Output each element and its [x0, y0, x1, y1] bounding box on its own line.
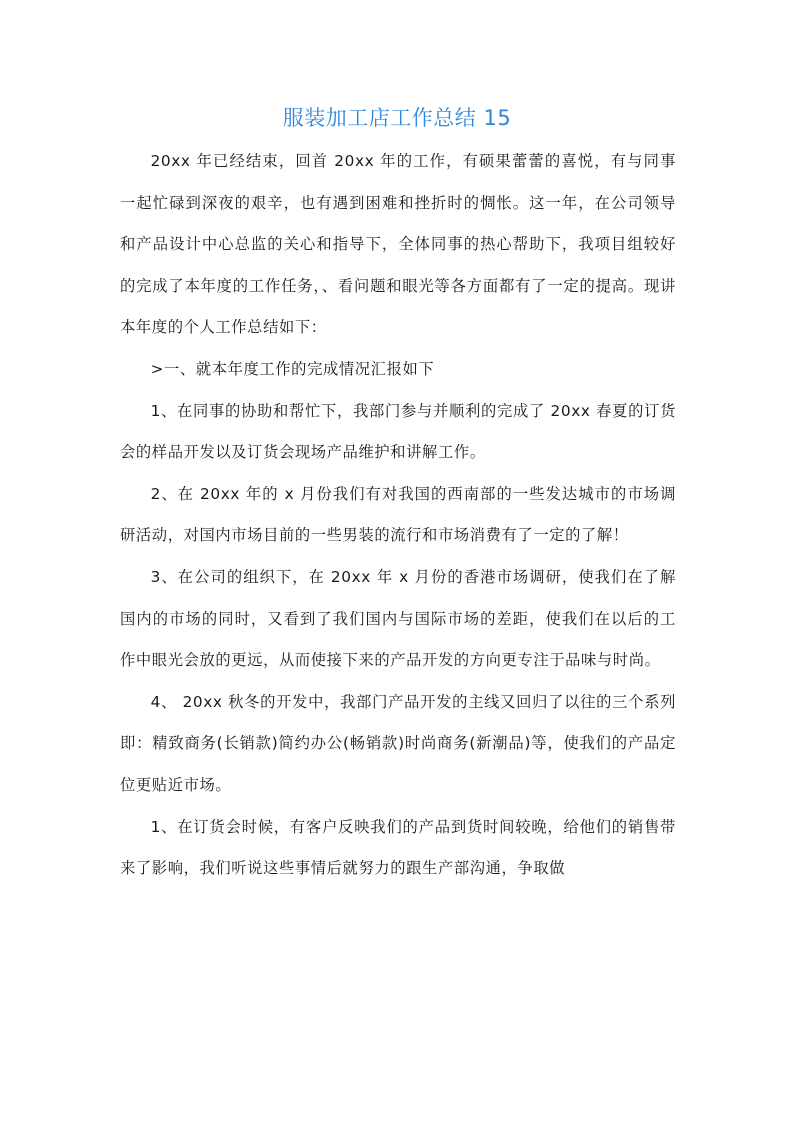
document-body — [120, 141, 676, 890]
paragraph-intro: 20xx 年已经结束，回首 20xx 年的工作，有硕果蕾蕾的喜悦，有与同事一起忙碌到深夜的艰辛，也有遇到困难和挫折时的惆怅。这一年，在公司领导和产品设计中心总监的关心和指导下，全体同事的热心帮助下，我项目组较好的完成了本年度的工作任务，、看问题和眼光等各方面都有了一定的提高。现讲本年度的个人工作总结如下： — [120, 152, 676, 337]
paragraph-issue-1: 1、在订货会时候，有客户反映我们的产品到货时间较晚，给他们的销售带来了影响，我们听说这些事情后就努力的跟生产部沟通，争取做 — [120, 817, 676, 878]
paragraph-item-2: 2、在 20xx 年的 x 月份我们有对我国的西南部的一些发达城市的市场调研活动，对国内市场目前的一些男装的流行和市场消费有了一定的了解！ — [120, 484, 676, 545]
paragraph-item-1: 1、在同事的协助和帮忙下，我部门参与并顺利的完成了 20xx 春夏的订货会的样品开发以及订货会现场产品维护和讲解工作。 — [120, 401, 676, 462]
document-title: 服装加工店工作总结 15 — [282, 106, 512, 130]
paragraph-item-4: 4、 20xx 秋冬的开发中，我部门产品开发的主线又回归了以往的三个系列即：精致商务(长销款)简约办公(畅销款)时尚商务(新潮品)等，使我们的产品定位更贴近市场。 — [120, 692, 676, 794]
paragraph-item-3: 3、在公司的组织下，在 20xx 年 x 月份的香港市场调研，使我们在了解国内的市场的同时，又看到了我们国内与国际市场的差距，使我们在以后的工作中眼光会放的更远，从而使接下来的产品开发的方向更专注于品味与时尚。 — [120, 567, 676, 670]
section-heading: >一、就本年度工作的完成情况汇报如下 — [150, 359, 435, 378]
